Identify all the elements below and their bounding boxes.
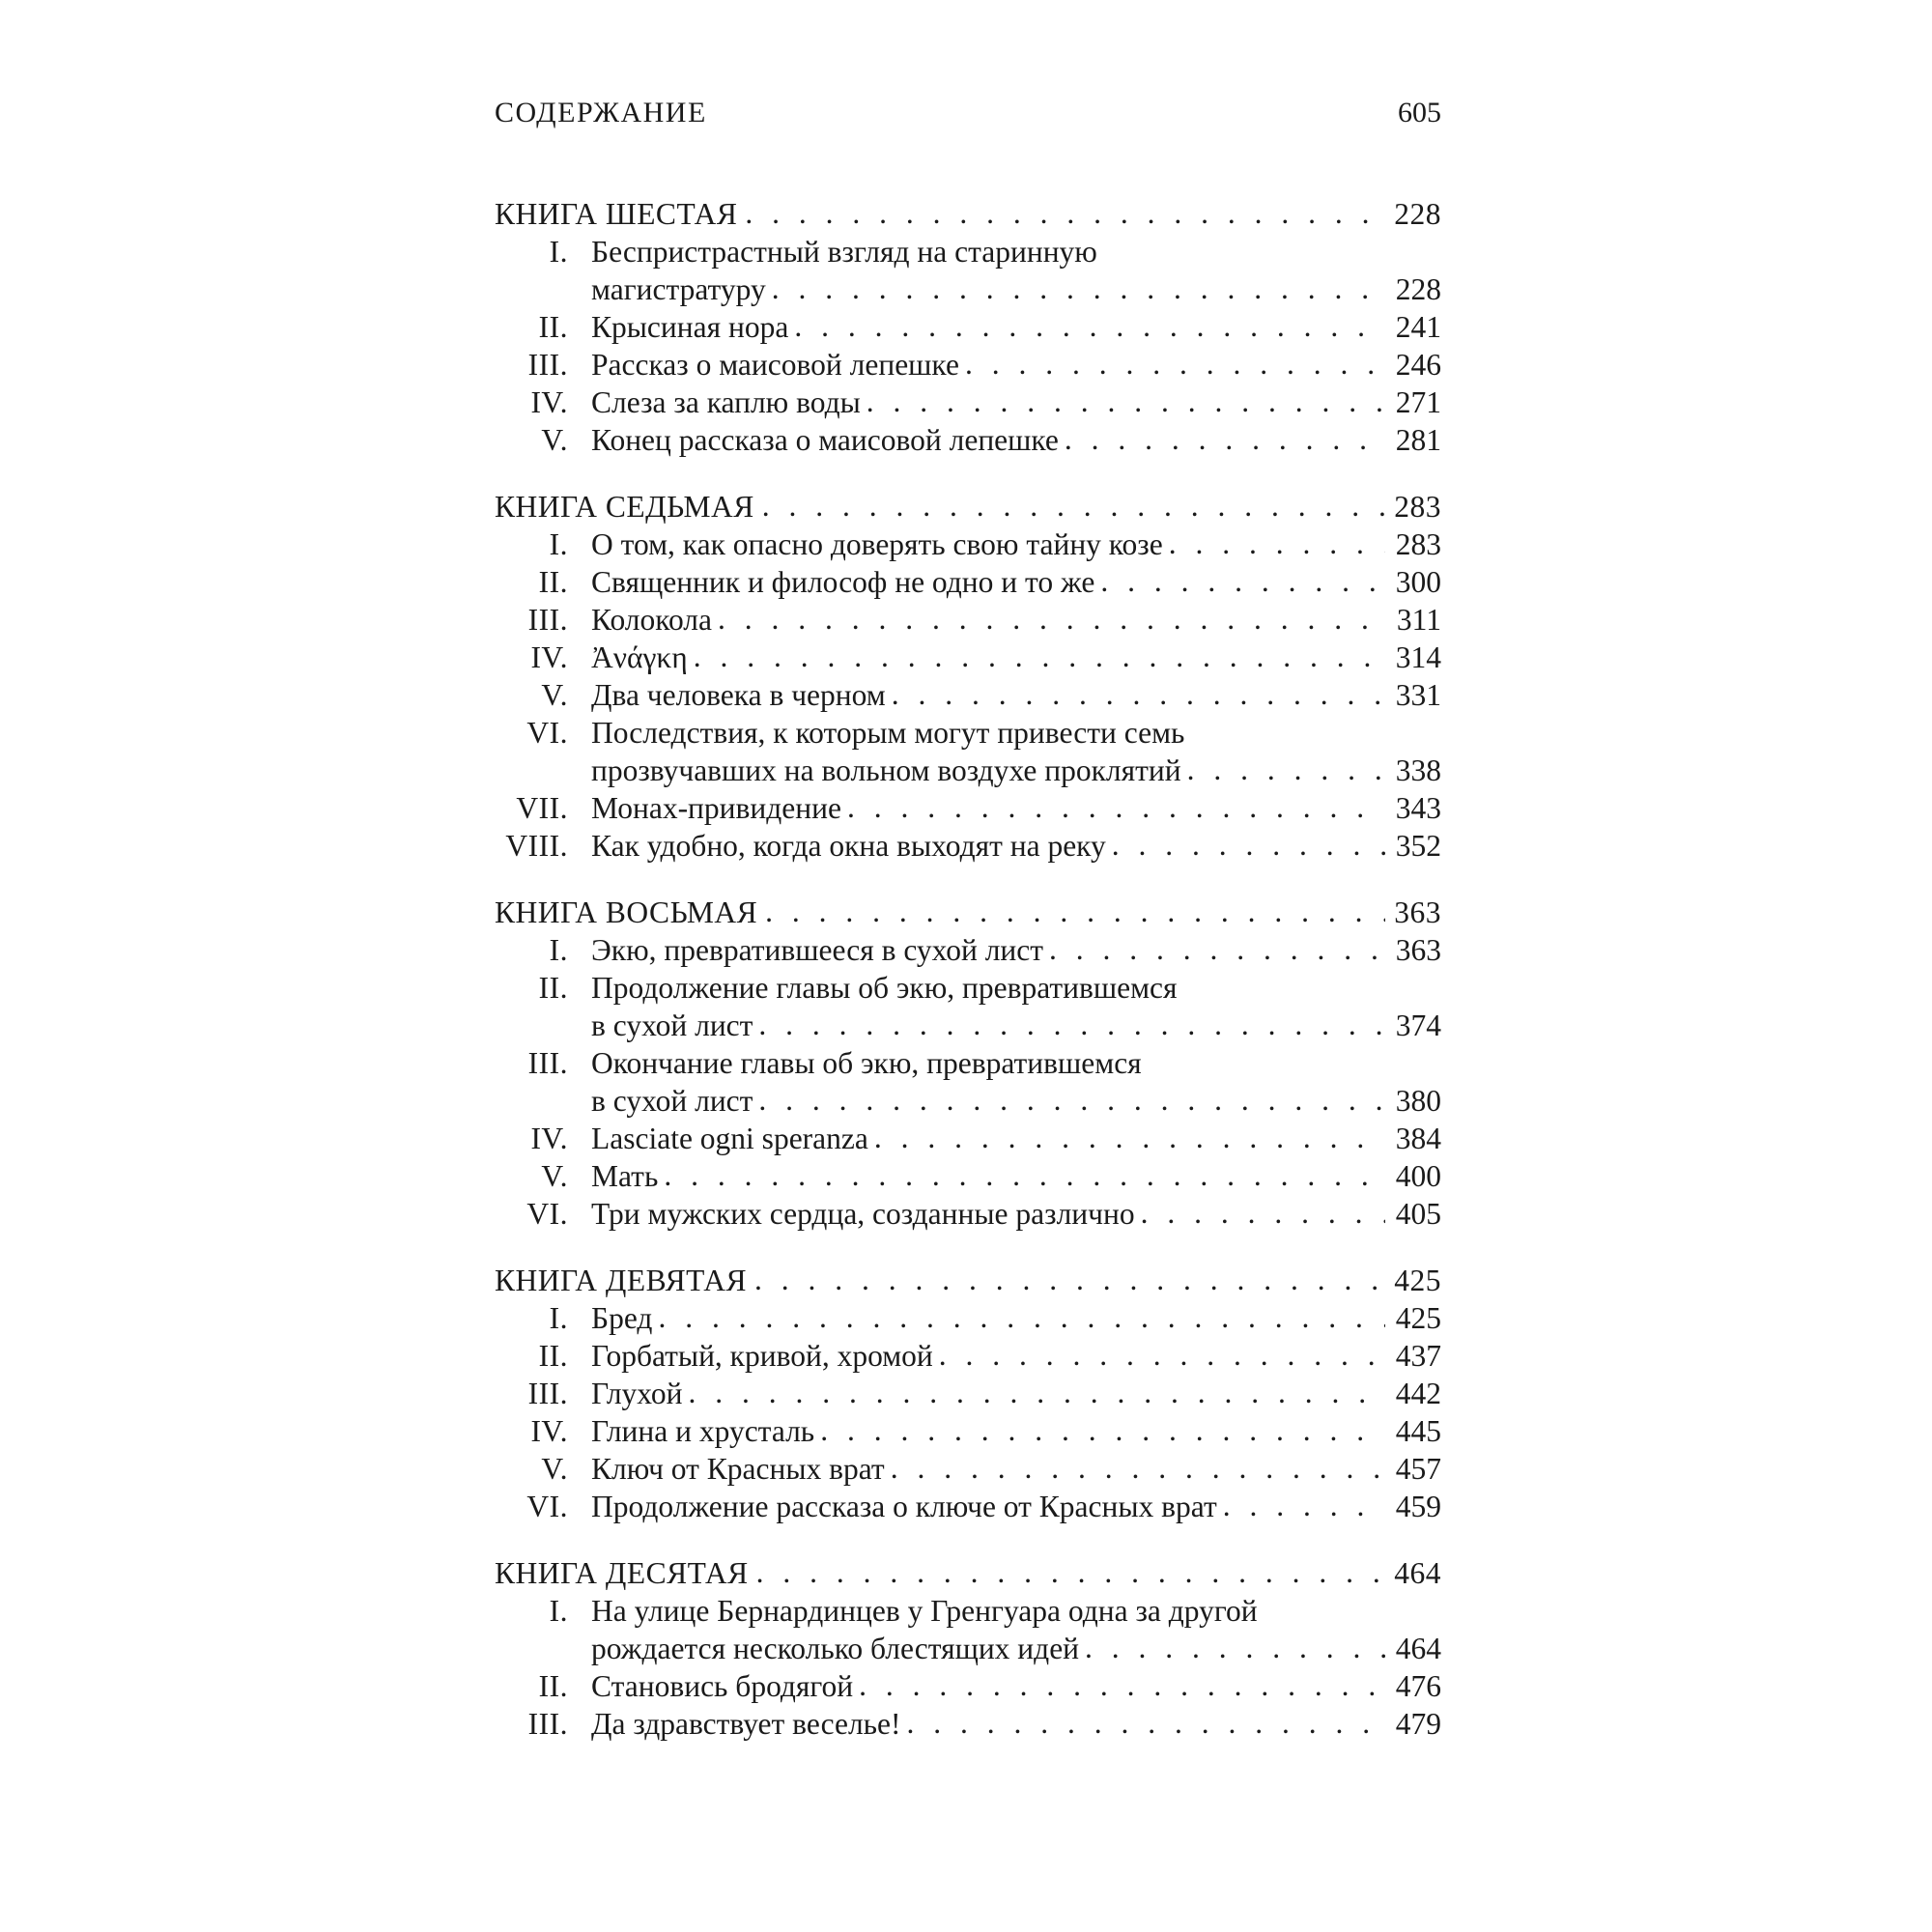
chapter-line (495, 1044, 1441, 1082)
chapter-number: VI. (526, 1197, 568, 1231)
dot-leader (859, 1666, 1385, 1704)
chapter-title: Окончание главы об экю, превратившемся (591, 1046, 1142, 1080)
dot-leader (756, 1553, 1385, 1591)
chapter-line (495, 601, 1441, 639)
chapter-line (495, 676, 1441, 714)
chapter-page-number: 271 (1395, 385, 1441, 419)
dot-leader (867, 383, 1385, 420)
chapter-number: I. (549, 527, 568, 561)
chapter-page-number: 331 (1395, 678, 1441, 712)
chapter-title: в сухой лист (591, 1009, 753, 1042)
toc-page (495, 97, 1441, 1772)
chapter-line (495, 789, 1441, 827)
chapter-page-number: 445 (1395, 1414, 1441, 1448)
book-section (495, 488, 1441, 865)
chapter-number: II. (538, 1339, 568, 1373)
book-page-number: 425 (1394, 1264, 1441, 1297)
dot-leader (745, 194, 1385, 232)
chapter-page-number: 363 (1395, 933, 1441, 967)
chapter-title: Горбатый, кривой, хромой (591, 1339, 933, 1373)
chapter-number: II. (538, 971, 568, 1005)
chapter-title: Монах-привидение (591, 791, 841, 825)
chapter-line (495, 1007, 1441, 1044)
chapter-number: IV. (530, 1122, 568, 1155)
book-heading (495, 1262, 1441, 1299)
chapter-page-number: 281 (1395, 423, 1441, 457)
chapter-page-number: 476 (1395, 1669, 1441, 1703)
dot-leader (965, 345, 1385, 383)
dot-leader (794, 307, 1385, 345)
chapter-page-number: 352 (1395, 829, 1441, 863)
chapter-page-number: 338 (1395, 753, 1441, 787)
chapter-page-number: 405 (1395, 1197, 1441, 1231)
chapter-title: Глухой (591, 1377, 683, 1410)
chapter-number: V. (541, 678, 568, 712)
book-title: КНИГА ШЕСТАЯ (495, 197, 738, 231)
chapter-page-number: 384 (1395, 1122, 1441, 1155)
chapter-line (495, 931, 1441, 969)
chapter-line (495, 421, 1441, 459)
chapter-line (495, 1488, 1441, 1525)
chapter-line (495, 384, 1441, 421)
chapter-title: Конец рассказа о маисовой лепешке (591, 423, 1059, 457)
chapter-line (495, 1412, 1441, 1450)
chapter-title: Рассказ о маисовой лепешке (591, 348, 959, 382)
chapter-number: IV. (530, 640, 568, 674)
chapter-page-number: 464 (1395, 1632, 1441, 1665)
chapter-page-number: 400 (1395, 1159, 1441, 1193)
chapter-number: V. (541, 1452, 568, 1486)
chapter-title: Ключ от Красных врат (591, 1452, 885, 1486)
chapter-number: I. (549, 933, 568, 967)
chapter-page-number: 425 (1395, 1301, 1441, 1335)
book-section (495, 195, 1441, 459)
chapter-page-number: 300 (1395, 565, 1441, 599)
chapter-page-number: 311 (1396, 603, 1441, 637)
chapter-title: Да здравствует веселье! (591, 1707, 901, 1741)
chapter-line (495, 1375, 1441, 1412)
chapter-line (495, 1120, 1441, 1157)
chapter-title: Становись бродягой (591, 1669, 854, 1703)
chapter-title: рождается несколько блестящих идей (591, 1632, 1080, 1665)
chapter-number: III. (527, 1377, 568, 1410)
chapter-page-number: 380 (1395, 1084, 1441, 1118)
book-section (495, 894, 1441, 1233)
chapter-number: VIII. (505, 829, 568, 863)
book-section (495, 1262, 1441, 1525)
chapter-title: На улице Бернардинцев у Гренгуара одна за другой (591, 1594, 1258, 1628)
chapter-number: III. (527, 1707, 568, 1741)
chapter-title: Беспристрастный взгляд на старинную (591, 235, 1097, 269)
dot-leader (891, 1449, 1385, 1487)
chapter-number: IV. (530, 385, 568, 419)
dot-leader (874, 1119, 1385, 1156)
book-heading (495, 195, 1441, 233)
chapter-title: Колокола (591, 603, 712, 637)
chapter-number: V. (541, 1159, 568, 1193)
chapter-title: Слеза за каплю воды (591, 385, 861, 419)
dot-leader (758, 1081, 1385, 1119)
chapter-title: Два человека в черном (591, 678, 886, 712)
chapter-line (495, 827, 1441, 865)
chapter-title: Последствия, к которым могут привести семь (591, 716, 1185, 750)
chapter-line (495, 1630, 1441, 1667)
chapter-line (495, 563, 1441, 601)
book-title: КНИГА ВОСЬМАЯ (495, 895, 758, 929)
dot-leader (1100, 562, 1385, 600)
book-title: КНИГА ДЕСЯТАЯ (495, 1556, 749, 1590)
chapter-title: Экю, превратившееся в сухой лист (591, 933, 1044, 967)
book-page-number: 464 (1394, 1556, 1441, 1590)
chapter-line (495, 1450, 1441, 1488)
chapter-title: магистратуру (591, 272, 766, 306)
chapter-number: I. (549, 235, 568, 269)
chapter-page-number: 442 (1395, 1377, 1441, 1410)
chapter-title: Мать (591, 1159, 659, 1193)
dot-leader (762, 487, 1385, 525)
chapter-number: III. (527, 1046, 568, 1080)
chapter-title: Священник и философ не одно и то же (591, 565, 1095, 599)
chapter-line (495, 233, 1441, 270)
book-heading (495, 488, 1441, 526)
chapter-number: V. (541, 423, 568, 457)
dot-leader (1065, 420, 1385, 458)
page-number: 605 (1398, 97, 1441, 128)
dot-leader (847, 788, 1385, 826)
dot-leader (1141, 1194, 1385, 1232)
chapter-page-number: 459 (1395, 1490, 1441, 1523)
running-head (495, 97, 1441, 145)
dot-leader (1112, 826, 1385, 864)
book-page-number: 363 (1394, 895, 1441, 929)
chapter-number: III. (527, 348, 568, 382)
chapter-line (495, 1299, 1441, 1337)
chapter-page-number: 437 (1395, 1339, 1441, 1373)
chapter-page-number: 241 (1395, 310, 1441, 344)
book-heading (495, 1554, 1441, 1592)
book-page-number: 228 (1394, 197, 1441, 231)
dot-leader (939, 1336, 1385, 1374)
dot-leader (688, 1374, 1385, 1411)
chapter-page-number: 343 (1395, 791, 1441, 825)
chapter-page-number: 479 (1395, 1707, 1441, 1741)
dot-leader (892, 675, 1385, 713)
chapter-line (495, 752, 1441, 789)
table-of-contents (495, 195, 1441, 1743)
chapter-line (495, 1667, 1441, 1705)
chapter-number: II. (538, 310, 568, 344)
book-section (495, 1554, 1441, 1743)
chapter-line (495, 1592, 1441, 1630)
dot-leader (1223, 1487, 1385, 1524)
chapter-line (495, 346, 1441, 384)
chapter-title: Глина и хрусталь (591, 1414, 815, 1448)
chapter-page-number: 283 (1395, 527, 1441, 561)
chapter-title: в сухой лист (591, 1084, 753, 1118)
chapter-line (495, 270, 1441, 308)
chapter-title: Продолжение рассказа о ключе от Красных врат (591, 1490, 1217, 1523)
chapter-number: II. (538, 1669, 568, 1703)
chapter-title: Как удобно, когда окна выходят на реку (591, 829, 1106, 863)
chapter-title: Крысиная нора (591, 310, 789, 344)
dot-leader (694, 638, 1385, 675)
dot-leader (718, 600, 1385, 638)
chapter-number: II. (538, 565, 568, 599)
chapter-line (495, 639, 1441, 676)
chapter-number: VI. (526, 1490, 568, 1523)
dot-leader (765, 893, 1385, 930)
chapter-number: III. (527, 603, 568, 637)
book-page-number: 283 (1394, 490, 1441, 524)
dot-leader (1169, 525, 1385, 562)
chapter-line (495, 526, 1441, 563)
dot-leader (772, 270, 1385, 307)
chapter-page-number: 314 (1395, 640, 1441, 674)
dot-leader (907, 1704, 1385, 1742)
chapter-title: Три мужских сердца, созданные различно (591, 1197, 1135, 1231)
chapter-page-number: 374 (1395, 1009, 1441, 1042)
chapter-line (495, 1337, 1441, 1375)
chapter-title: Бред (591, 1301, 653, 1335)
dot-leader (820, 1411, 1385, 1449)
dot-leader (664, 1156, 1385, 1194)
chapter-line (495, 1705, 1441, 1743)
chapter-page-number: 457 (1395, 1452, 1441, 1486)
dot-leader (1085, 1629, 1385, 1666)
chapter-line (495, 1082, 1441, 1120)
dot-leader (754, 1261, 1385, 1298)
chapter-number: VI. (526, 716, 568, 750)
book-title: КНИГА СЕДЬМАЯ (495, 490, 754, 524)
chapter-page-number: 246 (1395, 348, 1441, 382)
dot-leader (1187, 751, 1385, 788)
chapter-page-number: 228 (1395, 272, 1441, 306)
chapter-line (495, 714, 1441, 752)
chapter-number: I. (549, 1594, 568, 1628)
chapter-title: Lasciate ogni speranza (591, 1122, 868, 1155)
chapter-line (495, 1157, 1441, 1195)
book-title: КНИГА ДЕВЯТАЯ (495, 1264, 748, 1297)
dot-leader (1049, 930, 1385, 968)
section-title: СОДЕРЖАНИЕ (495, 97, 707, 128)
book-heading (495, 894, 1441, 931)
chapter-title: Ἀνάγκη (591, 640, 688, 674)
chapter-number: I. (549, 1301, 568, 1335)
chapter-line (495, 1195, 1441, 1233)
chapter-line (495, 308, 1441, 346)
dot-leader (758, 1006, 1385, 1043)
chapter-title: Продолжение главы об экю, превратившемся (591, 971, 1178, 1005)
chapter-title: прозвучавших на вольном воздухе проклятий (591, 753, 1181, 787)
chapter-number: IV. (530, 1414, 568, 1448)
chapter-title: О том, как опасно доверять свою тайну козе (591, 527, 1163, 561)
dot-leader (658, 1298, 1385, 1336)
chapter-number: VII. (516, 791, 568, 825)
chapter-line (495, 969, 1441, 1007)
